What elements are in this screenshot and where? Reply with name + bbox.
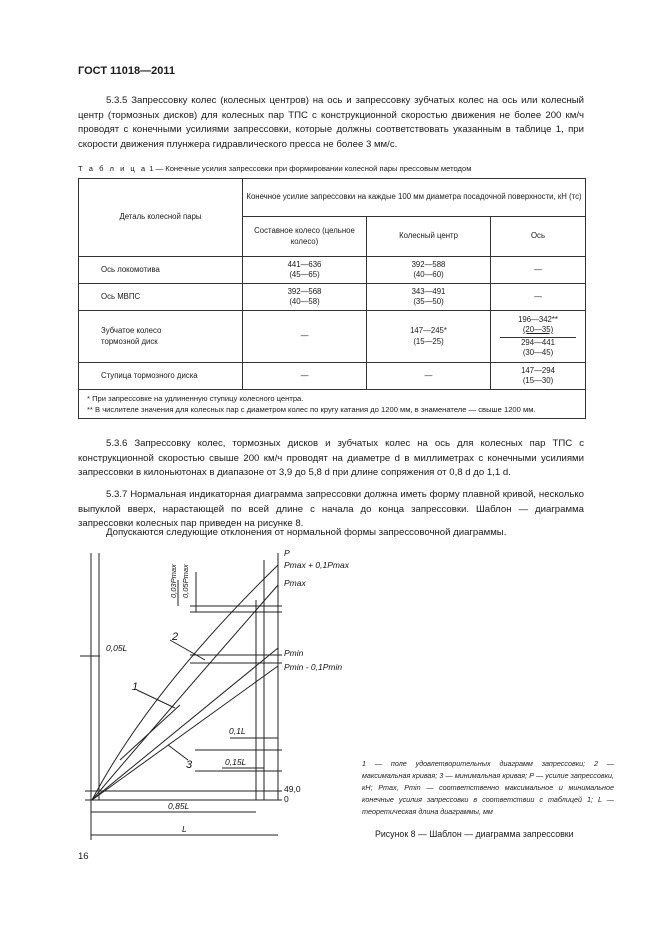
fig-label-003p: 0,03Pmax (169, 564, 178, 598)
fig-label-015l: 0,15L (225, 757, 247, 767)
figure-legend: 1 — поле удовлетворительных диаграмм запрессовки; 2 — максимальная кривая; 3 — минимальная кривая; P — усилие запрессовки, кН; Pmax, Pmin — соответственно максимальное и минимальное конечные усилия запрессовки в соответствии с таблицей 1; L — теоретическая длина диаграммы, мм (362, 759, 614, 816)
row-center: 147—245* (15—25) (367, 311, 491, 363)
fig-label-zero: 0 (284, 794, 289, 804)
row-axle: — (491, 284, 586, 311)
fig-label-p: P (284, 548, 290, 558)
fig-label-l: L (182, 824, 187, 834)
row-wheel: — (243, 311, 367, 363)
table-row (79, 363, 586, 390)
table-caption (78, 164, 471, 173)
fig-label-49: 49,0 (284, 784, 301, 794)
row-part: Зубчатое колесо тормозной диск (79, 311, 243, 363)
header-part: Деталь колесной пары (79, 179, 243, 257)
row-part: Ось МВПС (79, 284, 243, 311)
table-row (79, 311, 586, 363)
row-center: 343—491 (35—50) (367, 284, 491, 311)
fig-curve-3: 3 (186, 759, 193, 771)
pressing-diagram (70, 540, 360, 845)
fig-label-pmin-minus: Pmin - 0,1Pmin (284, 662, 343, 672)
fig-label-pmax: Pmax (284, 578, 306, 588)
row-axle: 147—294 (15—30) (491, 363, 586, 390)
header-axle: Ось (491, 217, 586, 257)
fig-label-01l: 0,1L (229, 726, 246, 736)
row-part: Ступица тормозного диска (79, 363, 243, 390)
row-center: 392—588 (40—60) (367, 257, 491, 284)
fig-label-pmax-plus: Pmax + 0,1Pmax (284, 560, 349, 570)
force-table (78, 178, 586, 419)
paragraph-deviations: Допускаются следующие отклонения от нормальной формы запрессовочной диаграммы. (106, 527, 507, 538)
fig-curve-2: 2 (172, 631, 179, 643)
table-caption-text: 1 — Конечные усилия запрессовки при формировании колесной пары прессовым методом (149, 164, 472, 173)
row-wheel: 392—568 (40—58) (243, 284, 367, 311)
figure-caption: Рисунок 8 — Шаблон — диаграмма запрессовки (375, 829, 574, 839)
paragraph-5-3-7: 5.3.7 Нормальная индикаторная диаграмма запрессовки должна иметь форму плавной кривой, несколько выпуклой вверх, нарастающей по всей длине с начала до конца запрессовки. Шаблон — диаграмма запрессовки колесных пар приведен на рисунке 8. (78, 489, 584, 529)
row-wheel: 441—636 (45—65) (243, 257, 367, 284)
table-note-2: ** В числителе значения для колесных пар с диаметром колес по кругу катания до 1200 мм, в знаменателе — свыше 1200 мм. (87, 405, 536, 414)
paragraph-5-3-5: 5.3.5 Запрессовку колес (колесных центров) на ось и запрессовку зубчатых колес на ось или колесный центр (тормозных дисков) для колесных пар ТПС с конструкционной скоростью движения не более 200 км/ч проводят с конечными усилиями запрессовки, которые должны соответствовать указанным в таблице 1, при скорости движения плунжера гидравлического пресса не более 3 мм/с. (78, 95, 584, 150)
row-center: — (367, 363, 491, 390)
paragraph-5-3-6: 5.3.6 Запрессовку колес, тормозных дисков и зубчатых колес на ось для колесных пар ТПС с конструкционной скоростью свыше 200 км/ч проводят на диаметре d в миллиметрах с конечными усилиями запрессовки в килоньютонах в диапазоне от 3,9 до 5,8 d при длине сопряжения от 0,8 d до 1,1 d. (78, 438, 584, 478)
fig-label-085l: 0,85L (168, 801, 190, 811)
fig-curve-1: 1 (132, 681, 139, 693)
table-notes (79, 390, 586, 419)
page-number: 16 (78, 851, 89, 862)
document-header: ГОСТ 11018—2011 (78, 65, 175, 77)
header-center: Колесный центр (367, 217, 491, 257)
header-force-group: Конечное усилие запрессовки на каждые 100 мм диаметра посадочной поверхности, кН (тс) (243, 179, 586, 217)
table-caption-prefix: Т а б л и ц а (78, 164, 148, 173)
table-row (79, 257, 586, 284)
table-row (79, 284, 586, 311)
table-note-1: * При запрессовке на удлиненную ступицу колесного центра. (87, 394, 304, 403)
fig-label-005p: 0,05Pmax (181, 564, 190, 598)
header-wheel: Составное колесо (цельное колесо) (243, 217, 367, 257)
fig-label-pmin: Pmin (284, 648, 304, 658)
row-axle: 196—342** (20—35) 294—441 (30—45) (491, 311, 586, 363)
fig-label-005l: 0,05L (106, 643, 128, 653)
row-axle: — (491, 257, 586, 284)
row-part: Ось локомотива (79, 257, 243, 284)
row-wheel: — (243, 363, 367, 390)
